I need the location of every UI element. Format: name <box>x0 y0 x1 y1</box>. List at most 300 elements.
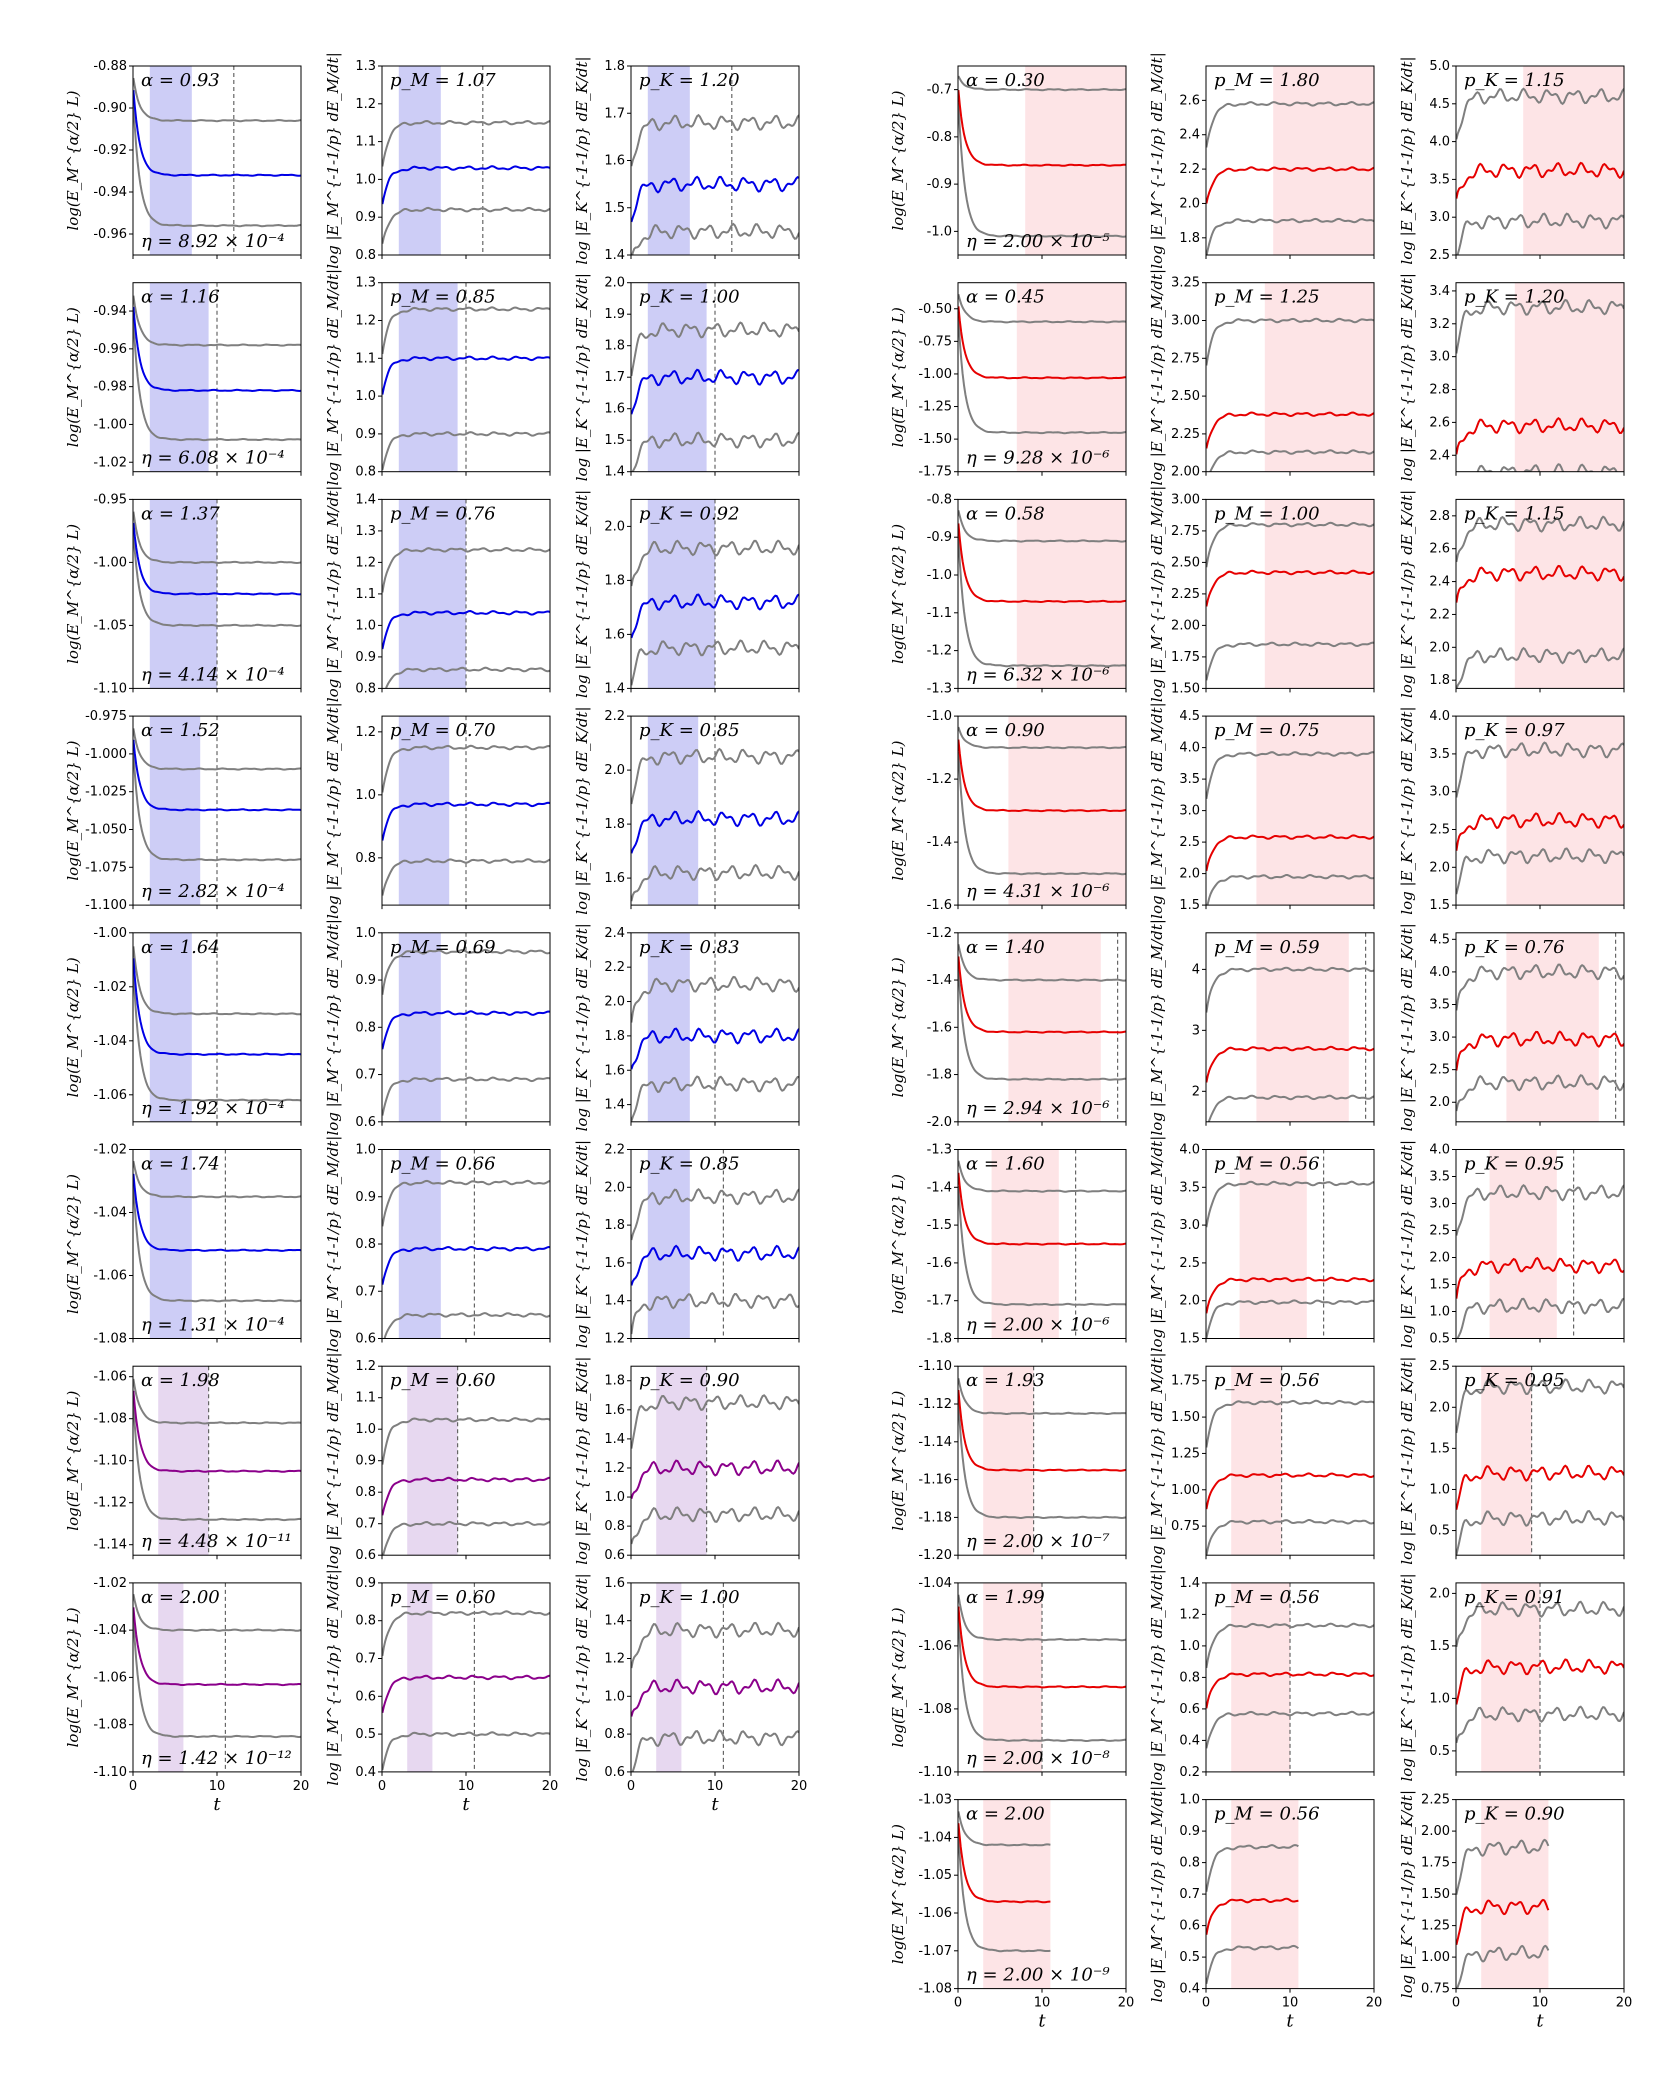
y-tick-label: 2.00 <box>1171 618 1200 634</box>
y-tick-label: -0.94 <box>93 304 127 320</box>
y-tick-label: 0.8 <box>355 1485 376 1501</box>
x-tick-label: 20 <box>1615 1995 1633 2011</box>
y-tick-label: 1.75 <box>1171 1373 1200 1389</box>
y-tick-label: 1.1 <box>355 586 376 602</box>
y-tick-label: 1.4 <box>604 1293 625 1309</box>
y-tick-label: 1.5 <box>604 200 625 216</box>
y-axis-label: log(E_M^{α/2} L) <box>889 523 907 664</box>
y-tick-label: -1.08 <box>918 1701 952 1717</box>
fit-window-band <box>158 1583 183 1772</box>
y-tick-label: 1.8 <box>604 817 625 833</box>
y-tick-label: 3.0 <box>1429 349 1450 365</box>
y-tick-label: 1.75 <box>1421 1855 1450 1871</box>
y-tick-label: 1.0 <box>1179 1792 1200 1808</box>
y-tick-label: -1.25 <box>918 399 952 415</box>
y-tick-label: -1.2 <box>926 772 952 788</box>
parameter-label: p_K = 0.85 <box>639 1153 740 1175</box>
y-tick-label: 1.8 <box>604 338 625 354</box>
x-tick-label: 10 <box>208 1778 226 1794</box>
y-tick-label: -0.50 <box>918 301 952 317</box>
y-axis-label: log(E_M^{α/2} L) <box>889 1390 907 1531</box>
y-tick-label: -1.00 <box>93 925 127 941</box>
y-tick-label: 5.0 <box>1429 59 1450 74</box>
y-axis-label: log |E_M^{-1-1/p} dE_M/dt| <box>1148 702 1166 919</box>
y-tick-label: 2.4 <box>1429 448 1450 464</box>
y-tick-label: 2.0 <box>1179 866 1200 882</box>
y-tick-label: 2.5 <box>1429 1359 1450 1375</box>
parameter-label: p_K = 1.20 <box>639 70 740 91</box>
eta-label: η = 1.42 × 10⁻¹² <box>141 1747 292 1769</box>
y-tick-label: 0.6 <box>355 1548 376 1564</box>
eta-label: η = 6.08 × 10⁻⁴ <box>141 447 285 469</box>
y-tick-label: 0.8 <box>355 1237 376 1252</box>
y-tick-label: 0.9 <box>355 973 376 989</box>
parameter-label: p_M = 0.56 <box>1214 1586 1320 1608</box>
eta-label: η = 6.32 × 10⁻⁶ <box>966 664 1110 686</box>
y-tick-label: 1.2 <box>355 96 376 112</box>
fit-window-band <box>1481 1366 1531 1555</box>
y-tick-label: -1.08 <box>93 1331 127 1347</box>
panel-right-8-pM <box>1148 1786 1382 2032</box>
x-tick-label: 0 <box>626 1778 636 1794</box>
y-axis-label: log(E_M^{α/2} L) <box>889 957 907 1098</box>
y-tick-label: 0.4 <box>1179 1733 1200 1749</box>
y-tick-label: 2.2 <box>604 960 625 976</box>
parameter-label: p_M = 0.60 <box>390 1370 496 1392</box>
y-tick-label: -1.0 <box>926 709 952 725</box>
y-tick-label: 4.5 <box>1179 709 1200 725</box>
y-axis-label: log(E_M^{α/2} L) <box>889 90 907 231</box>
y-axis-label: log |E_K^{-1-1/p} dE_K/dt| <box>1398 56 1416 265</box>
fit-window-band <box>1265 499 1374 688</box>
x-tick-label: 10 <box>1531 1995 1549 2011</box>
y-tick-label: 0.7 <box>355 1284 376 1300</box>
y-tick-label: 3.00 <box>1171 492 1200 508</box>
y-tick-label: 0.4 <box>1179 1981 1200 1997</box>
y-tick-label: -0.8 <box>926 492 952 508</box>
y-tick-label: 3.4 <box>1429 283 1450 299</box>
y-tick-label: 2.6 <box>1179 93 1200 109</box>
y-tick-label: 0.8 <box>355 681 376 697</box>
y-tick-label: -2.0 <box>926 1114 952 1130</box>
y-tick-label: 1.4 <box>604 1431 625 1447</box>
y-tick-label: 1.00 <box>1421 1950 1450 1966</box>
y-tick-label: 2.2 <box>1179 162 1200 178</box>
eta-label: η = 1.31 × 10⁻⁴ <box>141 1314 285 1336</box>
y-axis-label: log |E_K^{-1-1/p} dE_K/dt| <box>573 1139 591 1349</box>
eta-label: η = 2.00 × 10⁻⁸ <box>966 1747 1110 1769</box>
fit-window-band <box>648 1150 690 1339</box>
y-tick-label: 0.6 <box>604 1764 625 1780</box>
y-tick-label: 0.5 <box>1429 1743 1450 1759</box>
y-tick-label: 1.4 <box>604 1613 625 1629</box>
y-tick-label: 2.8 <box>1429 508 1450 524</box>
parameter-label: α = 0.45 <box>966 286 1045 308</box>
y-tick-label: -1.06 <box>93 1268 127 1284</box>
y-tick-label: 0.9 <box>355 1453 376 1469</box>
y-axis-label: log |E_K^{-1-1/p} dE_K/dt| <box>1398 706 1416 915</box>
parameter-label: α = 0.58 <box>966 503 1045 525</box>
x-tick-label: 10 <box>1281 1995 1299 2011</box>
y-tick-label: 1.2 <box>604 1651 625 1667</box>
y-tick-label: 2.0 <box>604 763 625 779</box>
y-axis-label: log |E_M^{-1-1/p} dE_M/dt| <box>1148 1352 1166 1569</box>
y-tick-label: 1.0 <box>355 1142 376 1158</box>
y-tick-label: 1.8 <box>604 1028 625 1044</box>
y-tick-label: -0.8 <box>926 129 952 145</box>
y-tick-label: 4.0 <box>1429 1142 1450 1158</box>
y-tick-label: 1.0 <box>1179 1638 1200 1654</box>
y-tick-label: -1.00 <box>918 366 952 382</box>
fit-window-band <box>399 1150 441 1339</box>
y-tick-label: -1.0 <box>926 224 952 240</box>
y-tick-label: 0.9 <box>355 1575 376 1591</box>
parameter-label: p_M = 0.75 <box>1214 720 1320 742</box>
fit-window-band <box>399 933 441 1122</box>
panel-left-5-alpha <box>64 1143 301 1347</box>
y-tick-label: 3.0 <box>1429 210 1450 226</box>
y-tick-label: 3.5 <box>1429 1169 1450 1185</box>
y-tick-label: 2.0 <box>604 994 625 1010</box>
y-tick-label: 0.5 <box>355 1727 376 1743</box>
parameter-label: α = 1.74 <box>141 1153 220 1175</box>
y-axis-label: log |E_K^{-1-1/p} dE_K/dt| <box>1398 273 1416 482</box>
y-tick-label: 0.6 <box>1179 1918 1200 1934</box>
panel-left-0-pM <box>324 52 550 269</box>
y-tick-label: -1.16 <box>918 1472 952 1488</box>
y-tick-label: 1.50 <box>1171 1410 1200 1426</box>
parameter-label: p_K = 0.90 <box>639 1370 740 1392</box>
parameter-label: p_K = 0.95 <box>1464 1153 1565 1175</box>
y-axis-label: log |E_K^{-1-1/p} dE_K/dt| <box>573 706 591 915</box>
y-tick-label: 1.5 <box>1429 1638 1450 1654</box>
y-tick-label: 2.0 <box>1179 196 1200 212</box>
parameter-label: p_M = 1.80 <box>1214 70 1320 91</box>
y-tick-label: 1.4 <box>604 681 625 697</box>
panel-right-3-alpha <box>889 709 1126 913</box>
y-tick-label: 2.4 <box>604 925 625 941</box>
y-tick-label: -1.04 <box>93 1623 127 1639</box>
panel-left-2-pM <box>324 486 550 703</box>
parameter-label: α = 0.30 <box>966 70 1045 91</box>
panel-right-2-pM <box>1148 486 1374 703</box>
y-tick-label: -1.18 <box>918 1510 952 1526</box>
panel-left-1-pK <box>573 273 799 481</box>
y-tick-label: 1.8 <box>604 59 625 74</box>
panel-right-2-pK <box>1398 490 1624 698</box>
y-tick-label: -1.12 <box>918 1397 952 1412</box>
eta-label: η = 2.00 × 10⁻⁷ <box>966 1531 1110 1553</box>
y-tick-label: 0.7 <box>355 1516 376 1532</box>
y-tick-label: 2.50 <box>1171 555 1200 571</box>
y-tick-label: -1.8 <box>926 1067 952 1083</box>
y-tick-label: 0.8 <box>604 1519 625 1535</box>
panel-right-0-pK <box>1398 56 1624 264</box>
panel-left-5-pK <box>573 1140 799 1348</box>
y-tick-label: 2.0 <box>1429 1400 1450 1416</box>
fit-window-band <box>150 283 209 472</box>
y-tick-label: 1.2 <box>355 555 376 571</box>
y-tick-label: 0.5 <box>1429 1331 1450 1347</box>
y-tick-label: 2.0 <box>1429 860 1450 876</box>
y-tick-label: 1.2 <box>355 724 376 740</box>
y-tick-label: -1.06 <box>93 1369 127 1385</box>
y-tick-label: 2.25 <box>1171 426 1200 442</box>
y-tick-label: -1.025 <box>85 784 127 800</box>
y-axis-label: log(E_M^{α/2} L) <box>64 523 82 664</box>
y-axis-label: log |E_M^{-1-1/p} dE_M/dt| <box>1148 1569 1166 1786</box>
eta-label: η = 2.00 × 10⁻⁶ <box>966 1314 1110 1336</box>
y-tick-label: 0.9 <box>355 426 376 442</box>
parameter-label: p_K = 1.00 <box>639 1586 740 1608</box>
y-tick-label: 1.7 <box>604 106 625 122</box>
y-axis-label: log |E_M^{-1-1/p} dE_M/dt| <box>324 1569 342 1786</box>
y-tick-label: -1.10 <box>93 1453 127 1469</box>
y-tick-label: 1.3 <box>355 59 376 74</box>
parameter-label: p_M = 0.85 <box>390 286 496 308</box>
y-tick-label: 1.4 <box>604 464 625 480</box>
y-axis-label: log(E_M^{α/2} L) <box>64 1390 82 1531</box>
y-tick-label: 1.9 <box>604 307 625 323</box>
parameter-label: p_M = 0.70 <box>390 720 496 742</box>
y-axis-label: log(E_M^{α/2} L) <box>64 1607 82 1748</box>
y-tick-label: 2.2 <box>604 709 625 725</box>
y-tick-label: -1.14 <box>93 1537 127 1553</box>
y-tick-label: -1.06 <box>93 1670 127 1686</box>
panel-right-7-pM <box>1148 1569 1374 1786</box>
x-tick-label: 10 <box>706 1778 724 1794</box>
y-tick-label: 2.4 <box>1179 127 1200 143</box>
y-axis-label: log |E_K^{-1-1/p} dE_K/dt| <box>573 1573 591 1782</box>
y-tick-label: 2.0 <box>1179 1293 1200 1309</box>
parameter-label: α = 1.37 <box>141 503 220 525</box>
fit-window-band <box>1231 1366 1281 1555</box>
y-tick-label: -1.6 <box>926 1255 952 1271</box>
y-tick-label: -1.000 <box>85 746 127 762</box>
panel-right-6-pM <box>1148 1352 1374 1569</box>
y-tick-label: -0.94 <box>93 185 127 200</box>
y-tick-label: 1.3 <box>355 275 376 291</box>
y-tick-label: 1.5 <box>604 433 625 449</box>
y-tick-label: -1.06 <box>918 1638 952 1654</box>
y-tick-label: -1.05 <box>918 1868 952 1884</box>
y-axis-label: log |E_M^{-1-1/p} dE_M/dt| <box>324 1135 342 1353</box>
y-tick-label: -1.12 <box>93 1495 127 1511</box>
y-tick-label: -1.5 <box>926 1218 952 1234</box>
panel-right-0-alpha <box>889 66 1126 259</box>
fit-window-band <box>407 1366 457 1555</box>
y-tick-label: -1.08 <box>93 1411 127 1427</box>
x-axis-label: t <box>462 1793 470 1815</box>
y-tick-label: 1.0 <box>1429 1691 1450 1707</box>
fit-window-band <box>1256 933 1348 1122</box>
eta-label: η = 4.31 × 10⁻⁶ <box>966 881 1110 903</box>
y-tick-label: 3.0 <box>1179 803 1200 819</box>
y-axis-label: log |E_K^{-1-1/p} dE_K/dt| <box>573 273 591 482</box>
fit-window-band <box>983 1366 1033 1555</box>
y-tick-label: 1.0 <box>355 172 376 188</box>
y-tick-label: 1.6 <box>604 1063 625 1079</box>
y-tick-label: 1.1 <box>355 134 376 150</box>
y-tick-label: 4.0 <box>1179 740 1200 756</box>
y-tick-label: -1.6 <box>926 898 952 914</box>
panel-left-1-alpha <box>64 283 301 476</box>
parameter-label: p_K = 0.97 <box>1464 720 1565 742</box>
y-tick-label: -1.00 <box>93 555 127 571</box>
y-axis-label: log |E_K^{-1-1/p} dE_K/dt| <box>1398 1356 1416 1565</box>
x-axis-label: t <box>1536 2010 1544 2032</box>
parameter-label: α = 1.93 <box>966 1370 1045 1392</box>
y-tick-label: 1.2 <box>355 313 376 329</box>
panel-left-6-pK <box>573 1357 799 1565</box>
y-tick-label: 2.0 <box>1429 640 1450 656</box>
parameter-label: p_M = 1.25 <box>1214 286 1320 308</box>
y-tick-label: 1.2 <box>604 1460 625 1476</box>
fit-window-band <box>656 1366 706 1555</box>
panel-left-7-pM <box>324 1569 558 1815</box>
x-tick-label: 20 <box>1117 1995 1135 2011</box>
y-tick-label: 2.5 <box>1179 835 1200 851</box>
y-tick-label: 1.1 <box>355 1390 376 1406</box>
y-tick-label: -1.06 <box>918 1906 952 1921</box>
y-tick-label: 2.5 <box>1429 822 1450 838</box>
y-axis-label: log |E_M^{-1-1/p} dE_M/dt| <box>1148 1785 1166 2003</box>
y-tick-label: 1.6 <box>604 401 625 417</box>
y-tick-label: 2.00 <box>1171 464 1200 480</box>
y-tick-label: -1.04 <box>93 1033 127 1049</box>
y-tick-label: -1.7 <box>926 1293 952 1309</box>
x-tick-label: 10 <box>1033 1995 1051 2011</box>
y-axis-label: log |E_M^{-1-1/p} dE_M/dt| <box>1148 268 1166 486</box>
y-tick-label: 1.6 <box>604 1255 625 1271</box>
panel-right-5-alpha <box>889 1143 1126 1347</box>
parameter-label: p_K = 0.85 <box>639 720 740 742</box>
parameter-label: α = 1.16 <box>141 286 220 308</box>
y-axis-label: log |E_K^{-1-1/p} dE_K/dt| <box>573 923 591 1132</box>
panel-right-8-alpha <box>889 1793 1134 2032</box>
panel-left-1-pM <box>324 269 550 486</box>
y-tick-label: 2.5 <box>1179 1255 1200 1271</box>
y-tick-label: 4.5 <box>1429 96 1450 112</box>
y-tick-label: 1.25 <box>1171 1446 1200 1462</box>
eta-label: η = 1.92 × 10⁻⁴ <box>141 1097 285 1119</box>
y-tick-label: -1.02 <box>93 1142 127 1158</box>
parameter-label: α = 1.40 <box>966 936 1045 958</box>
parameter-label: α = 0.90 <box>966 720 1045 742</box>
y-tick-label: 0.9 <box>355 1189 376 1205</box>
parameter-label: p_K = 1.15 <box>1464 70 1565 91</box>
y-axis-label: log |E_K^{-1-1/p} dE_K/dt| <box>1398 923 1416 1132</box>
y-tick-label: 1.5 <box>1179 898 1200 914</box>
y-axis-label: log(E_M^{α/2} L) <box>64 307 82 448</box>
y-tick-label: 1.8 <box>1179 230 1200 246</box>
y-tick-label: 1.0 <box>355 925 376 941</box>
y-tick-label: 0.8 <box>355 850 376 866</box>
y-tick-label: 1.3 <box>355 523 376 539</box>
y-tick-label: 4.0 <box>1429 709 1450 725</box>
fit-window-band <box>983 1800 1050 1989</box>
y-tick-label: -1.0 <box>926 568 952 583</box>
y-tick-label: 1.0 <box>1429 1482 1450 1498</box>
y-tick-label: 0.6 <box>355 1689 376 1705</box>
x-tick-label: 0 <box>1451 1995 1461 2011</box>
x-tick-label: 0 <box>377 1778 387 1794</box>
panel-left-2-pK <box>573 490 799 698</box>
fit-window-band <box>150 1150 192 1339</box>
y-tick-label: 0.5 <box>1429 1523 1450 1539</box>
x-tick-label: 20 <box>292 1778 310 1794</box>
panel-left-5-pM <box>324 1136 550 1353</box>
parameter-label: p_K = 0.95 <box>1464 1370 1565 1392</box>
panel-right-6-pK <box>1398 1357 1624 1565</box>
y-tick-label: -1.05 <box>93 618 127 634</box>
fit-window-band <box>648 499 715 688</box>
eta-label: η = 2.00 × 10⁻⁵ <box>966 231 1110 252</box>
y-tick-label: 2.0 <box>604 1180 625 1196</box>
y-tick-label: 4.0 <box>1179 1142 1200 1158</box>
x-tick-label: 0 <box>1201 1995 1211 2011</box>
y-tick-label: 1.1 <box>355 351 376 367</box>
y-tick-label: -1.06 <box>93 1087 127 1103</box>
y-tick-label: -1.07 <box>918 1943 952 1959</box>
y-tick-label: 2.75 <box>1171 523 1200 539</box>
y-tick-label: 2.8 <box>1429 382 1450 398</box>
panel-right-4-alpha <box>889 926 1126 1130</box>
y-tick-label: 0.2 <box>1179 1764 1200 1780</box>
parameter-label: p_M = 0.69 <box>390 936 496 958</box>
parameter-label: p_M = 0.56 <box>1214 1803 1320 1825</box>
y-axis-label: log |E_K^{-1-1/p} dE_K/dt| <box>573 56 591 265</box>
y-tick-label: -1.02 <box>93 455 127 471</box>
y-tick-label: 4 <box>1191 962 1200 978</box>
y-tick-label: -1.10 <box>93 1764 127 1780</box>
panel-right-3-pK <box>1398 706 1624 914</box>
parameter-label: p_M = 0.56 <box>1214 1153 1320 1175</box>
y-tick-label: -0.9 <box>926 177 952 193</box>
x-tick-label: 0 <box>953 1995 963 2011</box>
x-axis-label: t <box>1038 2010 1046 2032</box>
y-tick-label: 1.6 <box>604 871 625 887</box>
y-axis-label: log(E_M^{α/2} L) <box>889 740 907 881</box>
y-tick-label: -1.08 <box>93 1717 127 1733</box>
eta-label: η = 8.92 × 10⁻⁴ <box>141 231 285 252</box>
panel-right-4-pM <box>1148 919 1374 1136</box>
panel-right-3-pM <box>1148 702 1374 919</box>
y-tick-label: 0.8 <box>1179 1670 1200 1686</box>
y-tick-label: 0.8 <box>1179 1855 1200 1871</box>
y-tick-label: 3.0 <box>1179 1218 1200 1234</box>
y-tick-label: 3.5 <box>1429 997 1450 1013</box>
y-tick-label: 1.4 <box>604 1097 625 1113</box>
y-tick-label: 3.5 <box>1429 172 1450 188</box>
eta-label: η = 2.82 × 10⁻⁴ <box>141 881 285 903</box>
eta-label: η = 9.28 × 10⁻⁶ <box>966 447 1110 469</box>
y-tick-label: -1.4 <box>926 835 952 851</box>
parameter-label: α = 1.52 <box>141 720 220 742</box>
y-tick-label: 1.4 <box>1179 1575 1200 1591</box>
parameter-label: p_K = 0.83 <box>639 936 740 958</box>
panel-right-7-alpha <box>889 1576 1126 1780</box>
y-axis-label: log |E_K^{-1-1/p} dE_K/dt| <box>1398 1789 1416 1999</box>
y-tick-label: 1.5 <box>1429 1277 1450 1293</box>
y-tick-label: -1.6 <box>926 1020 952 1036</box>
y-axis-label: log |E_M^{-1-1/p} dE_M/dt| <box>324 1352 342 1569</box>
y-tick-label: -1.10 <box>93 681 127 697</box>
y-tick-label: -1.02 <box>93 1575 127 1591</box>
panel-right-7-pK <box>1398 1573 1624 1781</box>
y-tick-label: 2.5 <box>1429 248 1450 263</box>
y-tick-label: 1.6 <box>604 627 625 643</box>
